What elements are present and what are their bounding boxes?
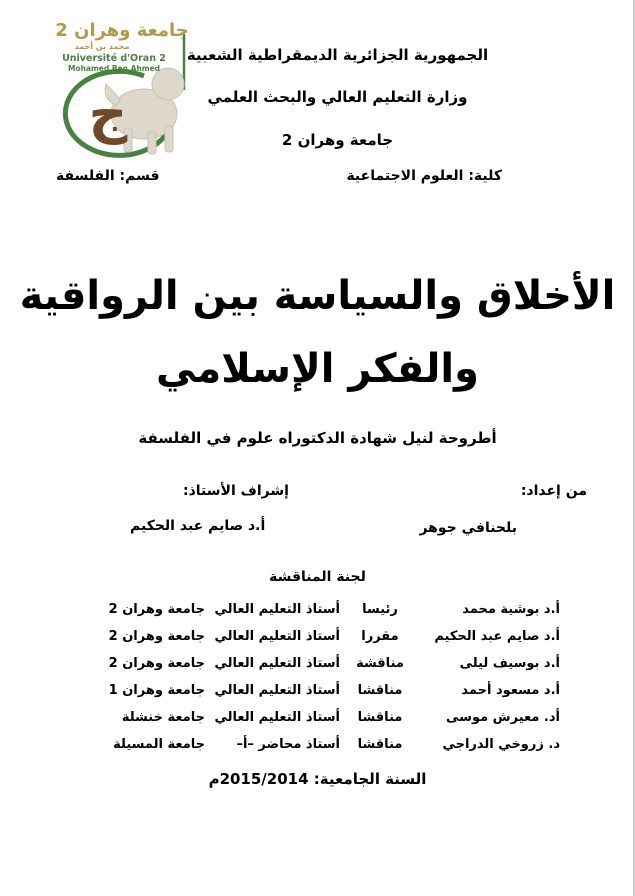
member-university: جامعة وهران 2 (108, 656, 205, 671)
table-row (100, 650, 560, 677)
member-rank: أستاذ محاضر –أ– (236, 737, 340, 752)
logo-french-title: Université d'Oran 2 (62, 53, 166, 64)
academic-year: السنة الجامعية: 2015/2014م (208, 770, 427, 788)
member-university: جامعة وهران 1 (108, 683, 205, 698)
member-name: أ.د بوسيف ليلى (459, 656, 560, 671)
member-university: جامعة خنشلة (121, 710, 205, 725)
header-ministry-line: وزارة التعليم العالي والبحث العلمي (207, 88, 468, 106)
table-row (100, 596, 560, 623)
table-row (100, 704, 560, 731)
member-role: مناقشا (357, 683, 403, 698)
header-republic-line: الجمهورية الجزائرية الديمقراطية الشعبية (186, 46, 489, 64)
member-role: رئيسا (362, 602, 398, 617)
member-rank: أستاذ التعليم العالي (214, 602, 340, 617)
member-rank: أستاذ التعليم العالي (214, 683, 340, 698)
member-university: جامعة وهران 2 (108, 629, 205, 644)
member-name: أد. معيرش موسى (446, 710, 560, 725)
department-label: قسم: الفلسفة (56, 168, 160, 184)
member-role: مناقشا (357, 710, 403, 725)
member-name: أ.د بوشية محمد (462, 602, 560, 617)
member-role: مقررا (361, 629, 399, 644)
member-name: أ.د صايم عبد الحكيم (434, 629, 560, 644)
table-row (100, 677, 560, 704)
thesis-title (0, 260, 635, 406)
committee-heading: لجنة المناقشة (269, 569, 366, 585)
thesis-title-line1: الأخلاق والسياسة بين الرواقية (19, 273, 616, 319)
member-rank: أستاذ التعليم العالي (214, 629, 340, 644)
logo-french-subtitle: Mohamed Ben Ahmed (67, 64, 161, 73)
member-name: د. زروخي الدراجي (442, 737, 560, 752)
thesis-title-line2: والفكر الإسلامي (156, 346, 479, 392)
member-role: مناقشة (356, 656, 404, 671)
supervisor-label: إشراف الأستاذ: (183, 483, 289, 499)
table-row (100, 731, 560, 758)
thesis-subtitle: أطروحة لنيل شهادة الدكتوراه علوم في الفلسفة (138, 429, 497, 447)
logo-calligraphy-jeem: ج (88, 82, 128, 145)
member-rank: أستاذ التعليم العالي (214, 710, 340, 725)
member-rank: أستاذ التعليم العالي (214, 656, 340, 671)
logo-arabic-title: جامعة وهران 2 (56, 20, 189, 41)
member-university: جامعة وهران 2 (108, 602, 205, 617)
prepared-by-name: بلحنافي جوهر (419, 520, 517, 536)
prepared-by-label: من إعداد: (520, 483, 587, 499)
table-row (100, 623, 560, 650)
supervisor-name: أ.د صايم عبد الحكيم (130, 518, 266, 534)
faculty-label: كلية: العلوم الاجتماعية (346, 168, 502, 184)
header-university-line: جامعة وهران 2 (281, 131, 394, 149)
member-role: مناقشا (357, 737, 403, 752)
member-name: أ.د مسعود أحمد (461, 683, 560, 698)
committee-table (100, 596, 560, 758)
member-university: جامعة المسيلة (113, 737, 205, 752)
logo-arabic-subtitle: محمد بن أحمد (74, 42, 130, 51)
